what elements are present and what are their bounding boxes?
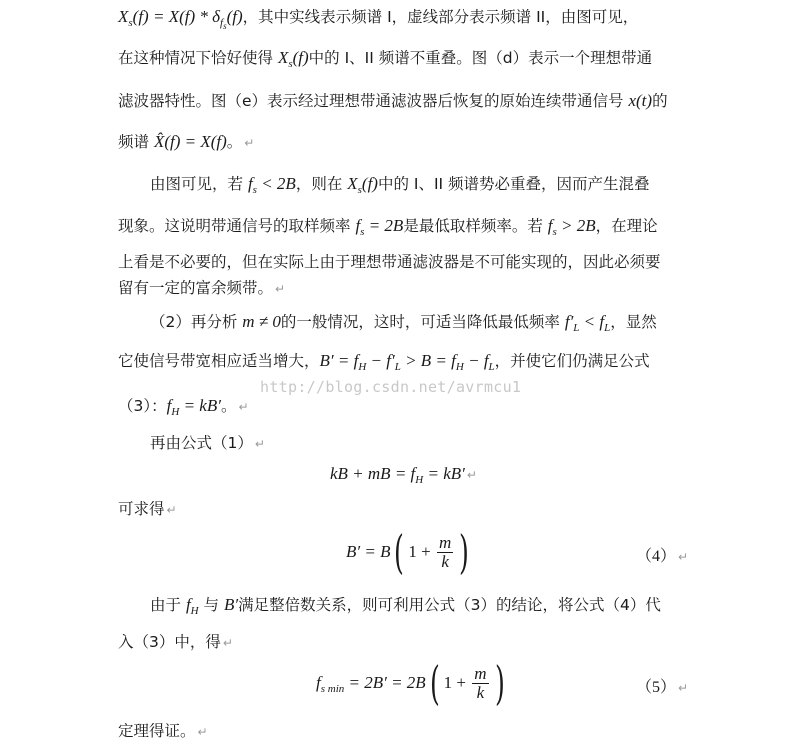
text-segment: （3）： <box>118 397 167 415</box>
text-segment: ，显然 <box>610 313 657 331</box>
text-segment: 由于 <box>150 596 186 614</box>
text-segment: 由图可见，若 <box>150 175 248 193</box>
text-segment: 定理得证。 <box>118 722 196 740</box>
formula-fs-lt-2b: $f_s < 2B$ <box>247 174 296 196</box>
equation-number-5: （5） ↵ <box>636 679 689 696</box>
formula-bandwidth: $B' = f_H - f'_L > B = f_H - f_L$ <box>319 351 495 373</box>
paragraph-mark: ↵ <box>254 437 265 451</box>
text-segment: 在这种情况下恰好使得 <box>118 49 278 67</box>
paragraph-mark: ↵ <box>466 468 477 482</box>
text-line-6 <box>118 215 658 237</box>
text-segment: ，则在 <box>295 175 348 193</box>
text-line-17 <box>118 631 233 654</box>
watermark: http://blog.csdn.net/avrmcu1 <box>260 378 522 396</box>
equation-5: $f_{s min} = 2B' = 2B$( 1 + $\frac{m}{k}$ ) <box>316 656 505 710</box>
text-segment: 入（3）中，得 <box>118 633 221 651</box>
text-segment: 是最低取样频率。若 <box>403 217 548 235</box>
formula-fs-gt-2b: $f_s > 2B$ <box>547 216 596 238</box>
text-segment: 。 <box>226 133 243 151</box>
text-segment: 中的 I、II 频谱势必重叠，因而产生混叠 <box>377 175 650 193</box>
text-line-2 <box>118 47 652 69</box>
paragraph-mark: ↵ <box>238 400 249 414</box>
text-segment: 的一般情况，这时，可适当降低最低频率 <box>280 313 565 331</box>
text-segment: 留有一定的富余频带。 <box>118 279 274 297</box>
paragraph-mark: ↵ <box>197 725 208 739</box>
text-segment: ，在理论 <box>595 217 658 235</box>
text-line-9 <box>150 311 657 333</box>
text-line-4 <box>118 131 254 154</box>
formula-fl-prime: $f'_L < f_L$ <box>564 312 611 334</box>
text-segment: 。 <box>220 397 237 415</box>
text-segment: 现象。这说明带通信号的取样频率 <box>118 217 356 235</box>
text-segment: ，其中实线表示频谱 I，虚线部分表示频谱 II，由图可见， <box>242 8 639 26</box>
text-segment: 满足整倍数关系，则可利用公式（3）的结论，将公式（4）代 <box>238 596 661 614</box>
fraction-m-over-k: $\frac{m}{k}$ <box>474 663 487 702</box>
text-line-11 <box>118 395 249 418</box>
text-segment: 滤波器特性。图（e）表示经过理想带通滤波器后恢复的原始连续带通信号 <box>118 92 629 110</box>
formula-xhat: X̂(f) = X(f) <box>153 132 227 151</box>
formula-fh-eq-kb: $f_H = kB'$ <box>166 396 221 418</box>
paragraph-mark: ↵ <box>275 282 286 296</box>
text-segment: 频谱 <box>118 133 154 151</box>
text-line-16 <box>150 594 661 616</box>
formula-fs-eq-2b: $f_s = 2B$ <box>355 216 404 238</box>
text-segment: 与 <box>198 596 224 614</box>
paragraph-mark: ↵ <box>678 550 689 564</box>
paragraph-mark: ↵ <box>166 503 177 517</box>
text-line-7 <box>118 251 661 273</box>
formula-fh: $f_H$ <box>185 595 199 617</box>
text-line-8 <box>118 277 285 300</box>
text-segment: 它使信号带宽相应适当增大， <box>118 352 320 370</box>
text-segment: （2）再分析 <box>150 313 243 331</box>
text-line-19 <box>118 720 208 743</box>
fraction-m-over-k: $\frac{m}{k}$ <box>439 532 452 571</box>
equation-line-13 <box>330 463 477 486</box>
formula-xs: $X_s(f)$ <box>277 48 309 70</box>
formula-xs: $X_s(f)$ <box>347 174 378 196</box>
text-line-12 <box>150 432 265 455</box>
formula-m-ne-0: m ≠ 0 <box>242 312 281 331</box>
text-segment: ，并使它们仍满足公式 <box>494 352 650 370</box>
text-line-14 <box>118 498 177 521</box>
text-line-5 <box>150 173 650 195</box>
paragraph-mark: ↵ <box>222 636 233 650</box>
formula-kb-mb: kB + mB = $f_H = kB'$ <box>330 464 465 486</box>
text-line-1 <box>118 6 639 31</box>
text-line-10 <box>118 350 650 372</box>
text-segment: 的 <box>652 92 668 110</box>
paragraph-mark: ↵ <box>678 681 689 695</box>
text-segment: 可求得 <box>118 500 165 518</box>
text-line-3 <box>118 90 668 112</box>
formula-b-prime: B′ <box>223 595 239 614</box>
equation-4: B′ = B( 1 + $\frac{m}{k}$ ) <box>346 525 470 579</box>
formula-xs-convolution: $X_s(f) = X(f) * \delta_{f_s}(f)$ <box>118 7 243 31</box>
formula-xt: x(t) <box>628 91 653 110</box>
text-segment: 上看是不必要的，但在实际上由于理想带通滤波器是不可能实现的，因此必须要 <box>118 253 661 271</box>
text-segment: 再由公式（1） <box>150 434 253 452</box>
paragraph-mark: ↵ <box>244 136 255 150</box>
equation-number-4: （4） ↵ <box>636 548 689 565</box>
text-segment: 中的 I、II 频谱不重叠。图（d）表示一个理想带通 <box>308 49 653 67</box>
